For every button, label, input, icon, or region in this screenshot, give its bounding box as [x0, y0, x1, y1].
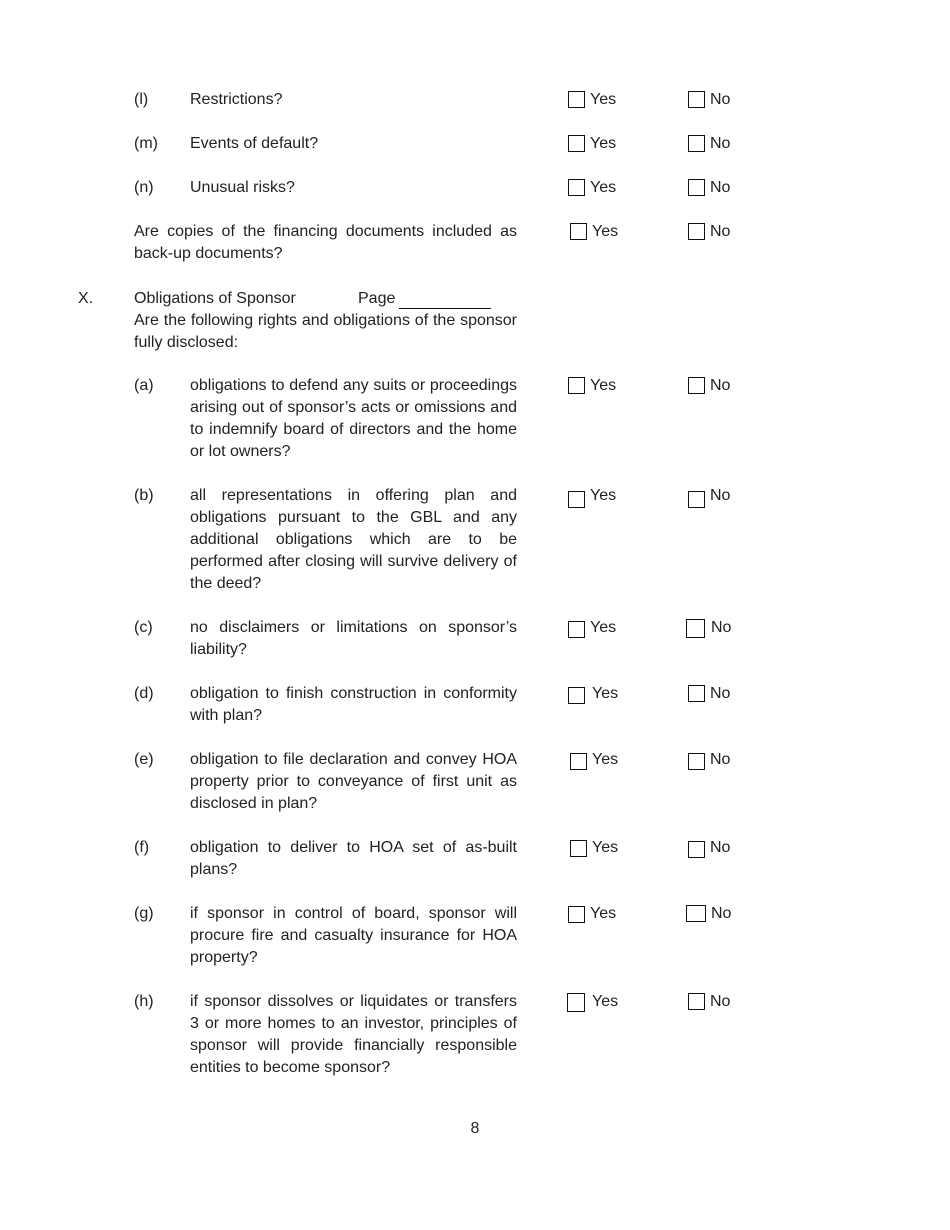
section-number: X.	[78, 290, 94, 307]
item-label: (e)	[134, 751, 154, 768]
item-label: (l)	[134, 91, 149, 108]
item-label: (a)	[134, 377, 154, 394]
no-checkbox[interactable]	[688, 993, 705, 1010]
item-label: (m)	[134, 135, 158, 152]
no-label: No	[710, 135, 731, 152]
no-label: No	[710, 91, 731, 108]
no-label: No	[710, 377, 731, 394]
question-text: Are copies of the financing documents included as back-up documents?	[134, 223, 517, 262]
yes-label: Yes	[592, 839, 619, 856]
yes-label: Yes	[590, 91, 617, 108]
question-text: if sponsor dissolves or liquidates or transfers 3 or more homes to an investor, principles of sponsor will provide financially responsible entities to become sponsor?	[190, 993, 517, 1076]
no-checkbox[interactable]	[688, 685, 705, 702]
yes-checkbox[interactable]	[568, 179, 585, 196]
no-checkbox[interactable]	[686, 619, 705, 638]
no-checkbox[interactable]	[688, 377, 705, 394]
question-text: obligation to file declaration and convey HOA property prior to conveyance of first unit as disclosed in plan?	[190, 751, 517, 812]
page-reference-label: Page	[358, 290, 396, 307]
item-label: (g)	[134, 905, 154, 922]
no-label: No	[710, 223, 731, 240]
yes-label: Yes	[592, 993, 619, 1010]
item-label: (c)	[134, 619, 153, 636]
yes-checkbox[interactable]	[567, 993, 585, 1012]
yes-label: Yes	[592, 685, 619, 702]
yes-label: Yes	[590, 487, 617, 504]
no-checkbox[interactable]	[688, 91, 705, 108]
question-text: Unusual risks?	[190, 179, 295, 196]
yes-checkbox[interactable]	[568, 135, 585, 152]
yes-label: Yes	[590, 619, 617, 636]
no-label: No	[710, 839, 731, 856]
question-text: obligation to deliver to HOA set of as-built plans?	[190, 839, 517, 878]
yes-checkbox[interactable]	[570, 753, 587, 770]
yes-label: Yes	[592, 223, 619, 240]
no-checkbox[interactable]	[688, 135, 705, 152]
yes-label: Yes	[590, 377, 617, 394]
item-label: (n)	[134, 179, 154, 196]
item-label: (d)	[134, 685, 154, 702]
yes-label: Yes	[590, 179, 617, 196]
page-reference-blank[interactable]	[399, 308, 491, 309]
question-text: all representations in offering plan and obligations pursuant to the GBL and any additional obligations which are to be performed after closing will survive delivery of the deed?	[190, 487, 517, 592]
question-text: Restrictions?	[190, 91, 283, 108]
question-text: Events of default?	[190, 135, 319, 152]
item-label: (b)	[134, 487, 154, 504]
no-label: No	[710, 179, 731, 196]
no-label: No	[710, 685, 731, 702]
item-label: (h)	[134, 993, 154, 1010]
no-checkbox[interactable]	[686, 905, 706, 922]
yes-checkbox[interactable]	[568, 687, 585, 704]
no-checkbox[interactable]	[688, 753, 705, 770]
yes-checkbox[interactable]	[568, 906, 585, 923]
yes-checkbox[interactable]	[568, 377, 585, 394]
no-checkbox[interactable]	[688, 223, 705, 240]
section-title: Obligations of Sponsor	[134, 290, 296, 307]
page-number: 8	[470, 1120, 480, 1137]
yes-checkbox[interactable]	[568, 91, 585, 108]
section-intro: Are the following rights and obligations of the sponsor fully disclosed:	[134, 312, 517, 351]
no-label: No	[711, 619, 732, 636]
no-label: No	[710, 993, 731, 1010]
no-checkbox[interactable]	[688, 841, 705, 858]
question-text: if sponsor in control of board, sponsor will procure fire and casualty insurance for HOA property?	[190, 905, 517, 966]
question-text: obligations to defend any suits or proceedings arising out of sponsor’s acts or omissions and to indemnify board of directors and the home or lot owners?	[190, 377, 517, 460]
yes-checkbox[interactable]	[568, 621, 585, 638]
yes-checkbox[interactable]	[570, 840, 587, 857]
no-checkbox[interactable]	[688, 491, 705, 508]
yes-checkbox[interactable]	[568, 491, 585, 508]
question-text: obligation to finish construction in conformity with plan?	[190, 685, 517, 724]
yes-checkbox[interactable]	[570, 223, 587, 240]
yes-label: Yes	[590, 135, 617, 152]
no-label: No	[711, 905, 732, 922]
no-label: No	[710, 487, 731, 504]
no-checkbox[interactable]	[688, 179, 705, 196]
no-label: No	[710, 751, 731, 768]
yes-label: Yes	[590, 905, 617, 922]
item-label: (f)	[134, 839, 150, 856]
question-text: no disclaimers or limitations on sponsor’s liability?	[190, 619, 517, 658]
yes-label: Yes	[592, 751, 619, 768]
